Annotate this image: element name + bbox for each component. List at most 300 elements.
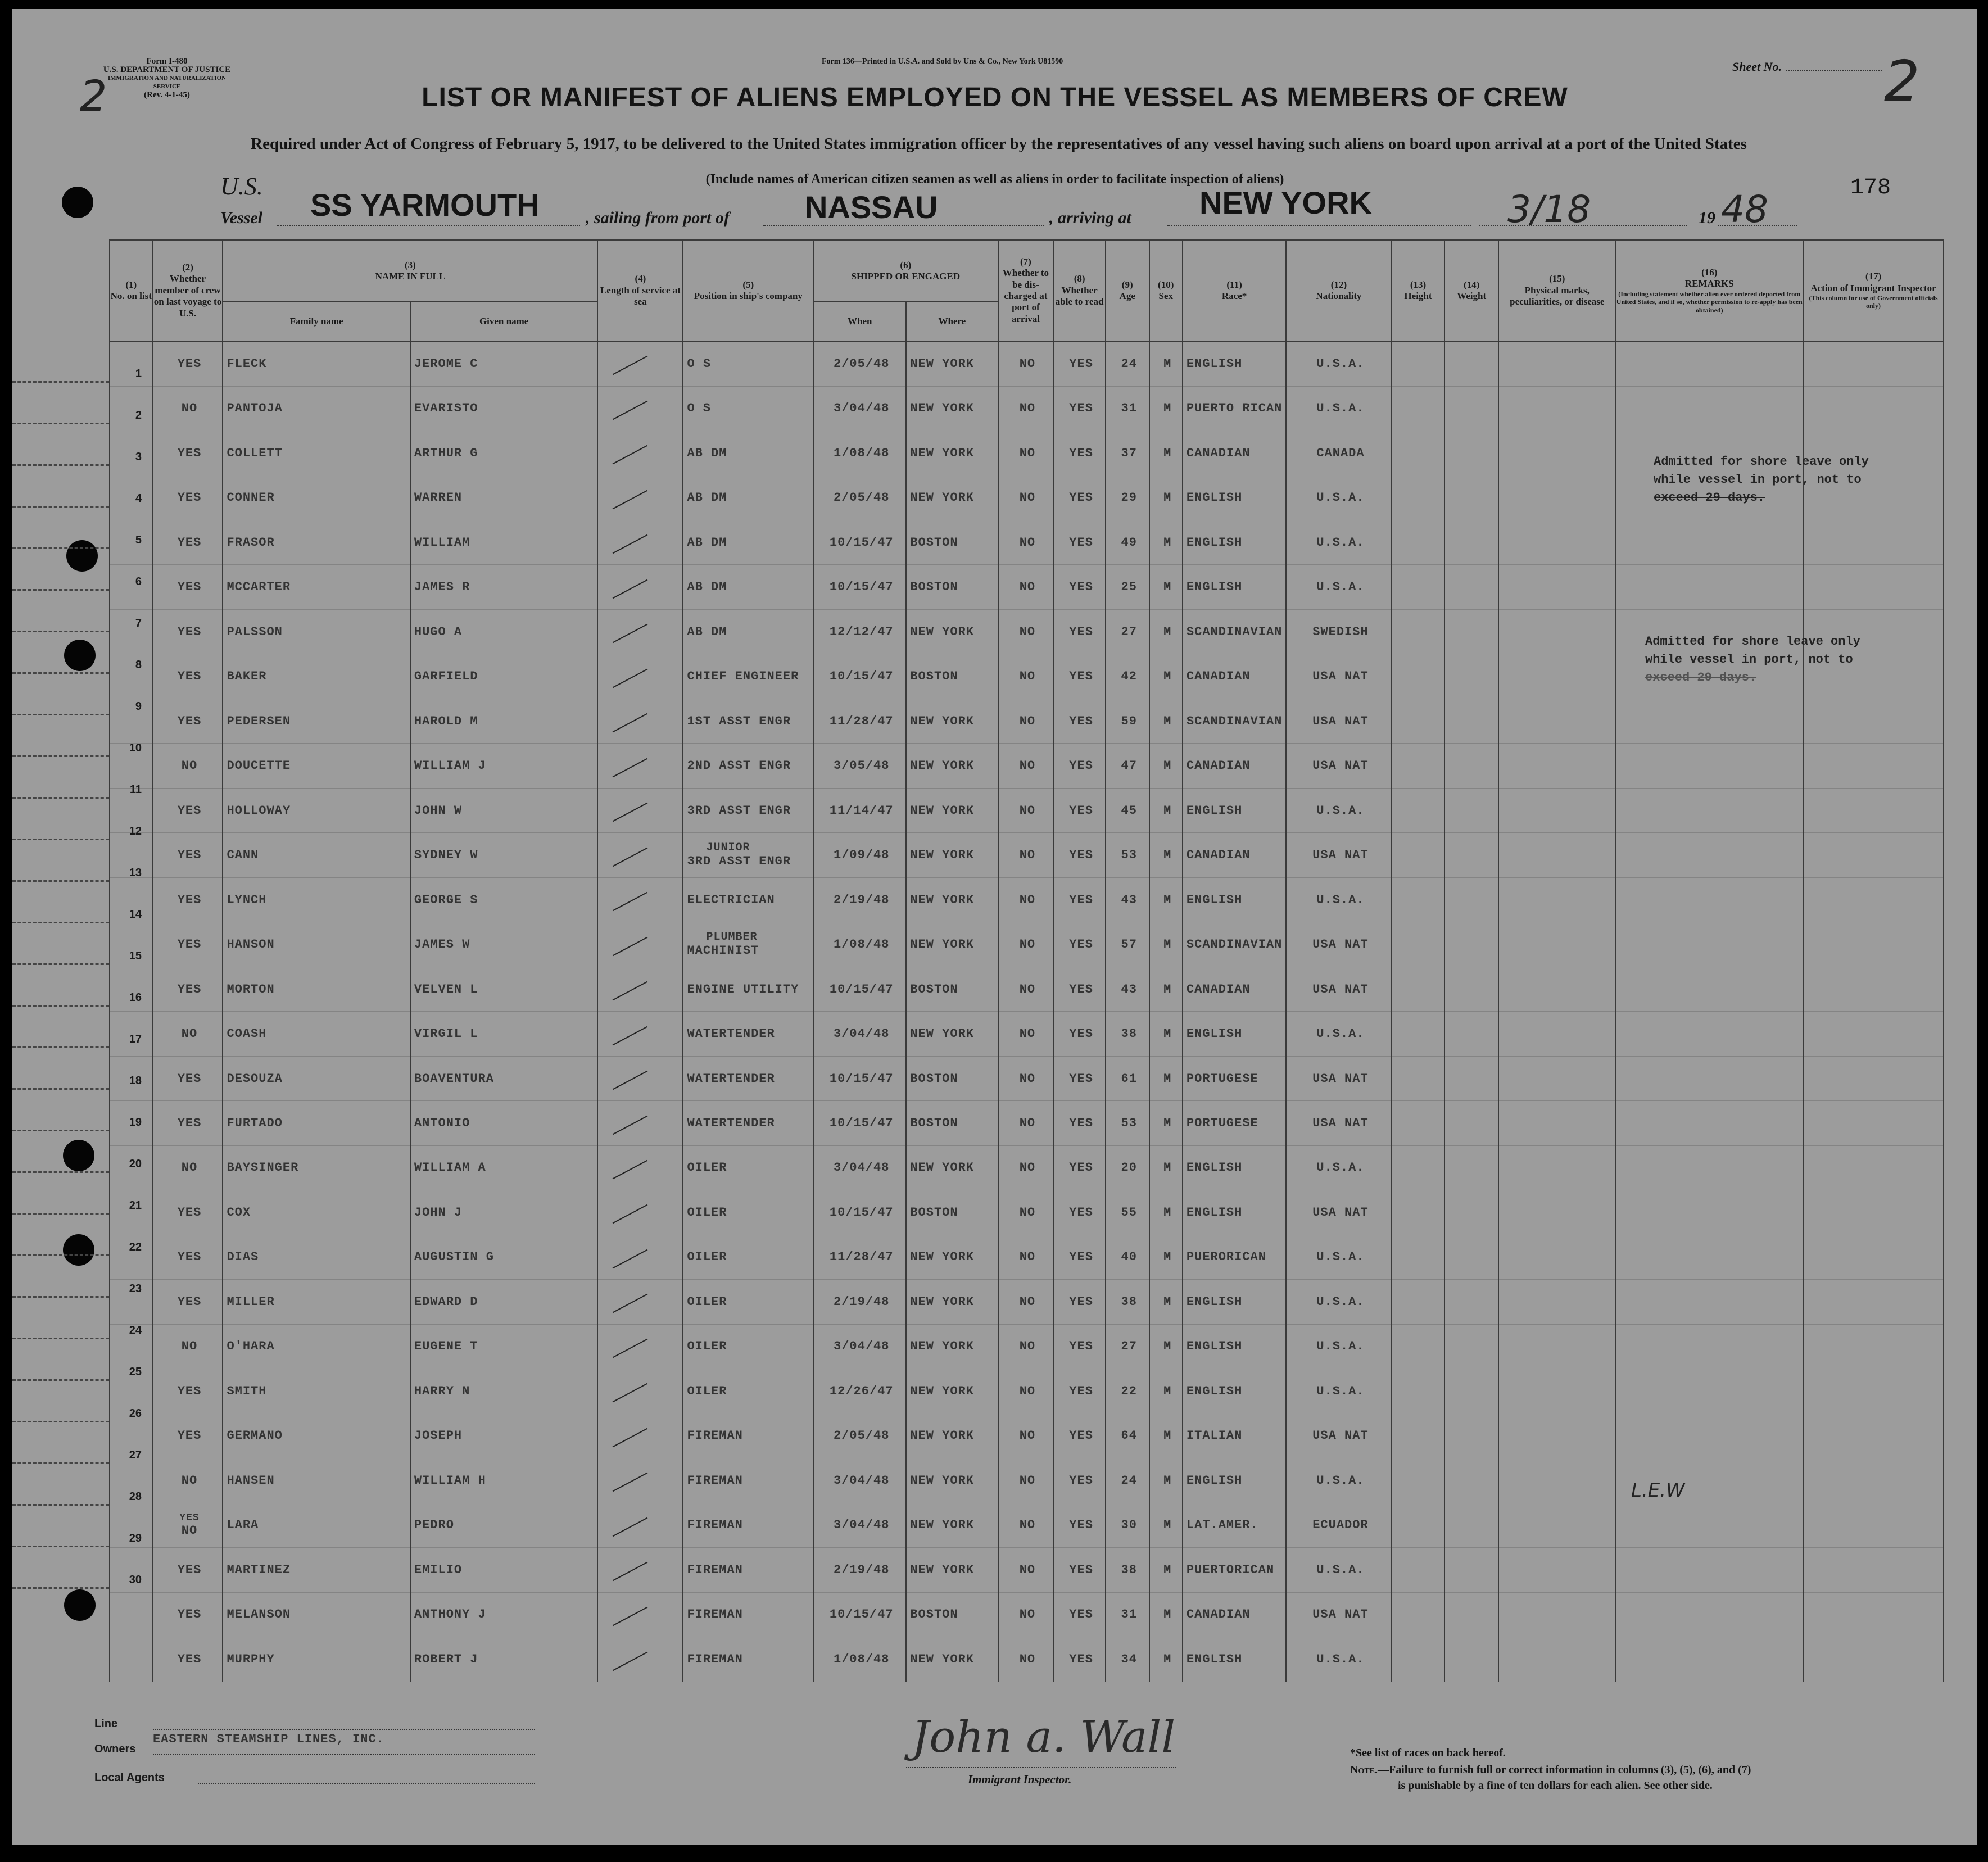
table-row	[110, 1637, 1944, 1682]
cell-weight	[1444, 1145, 1498, 1190]
cell-nationality	[1286, 1101, 1391, 1145]
shipped-where-value: NEW YORK	[910, 1250, 974, 1265]
cell-service-length	[597, 1369, 683, 1414]
cell-position	[683, 1592, 813, 1637]
cell-discharged	[998, 1145, 1054, 1190]
race-value: ENGLISH	[1186, 356, 1243, 371]
nationality-value: USA NAT	[1312, 669, 1369, 684]
race-value: ITALIAN	[1186, 1429, 1243, 1443]
cell-height	[1392, 877, 1445, 922]
position-value: OILER	[687, 1250, 727, 1265]
cell-last-voyage	[153, 1414, 223, 1458]
shipped-when-value: 3/04/48	[834, 1473, 890, 1488]
cell-height	[1392, 1324, 1445, 1369]
family-name-value: O'HARA	[227, 1339, 275, 1354]
cell-family-name	[223, 1369, 410, 1414]
cell-remarks	[1616, 1280, 1803, 1324]
cell-service-length	[597, 744, 683, 788]
race-value: ENGLISH	[1186, 1473, 1243, 1488]
age-value: 53	[1121, 848, 1137, 863]
penalty-note: Note.—Failure to furnish full or correct information in columns (3), (5), (6), and (7)	[1350, 1764, 1751, 1776]
cell-family-name	[223, 1503, 410, 1547]
cell-discharged	[998, 1503, 1054, 1547]
sex-value: M	[1163, 446, 1172, 460]
cell-age	[1106, 475, 1149, 520]
cell-race	[1183, 1324, 1286, 1369]
cell-last-voyage	[153, 1458, 223, 1503]
cell-remarks	[1616, 1101, 1803, 1145]
given-name-value: JOHN W	[414, 803, 463, 818]
last-voyage-value: YES	[177, 446, 202, 460]
position-value: WATERTENDER	[687, 1116, 775, 1130]
cell-height	[1392, 1503, 1445, 1547]
cell-position	[683, 386, 813, 431]
sailing-label: , sailing from port of	[586, 209, 730, 227]
family-name-value: HOLLOWAY	[227, 803, 291, 818]
cell-shipped-where	[906, 699, 998, 743]
nationality-value: ECUADOR	[1312, 1518, 1369, 1533]
family-name-value: MILLER	[227, 1294, 275, 1309]
cell-age	[1106, 386, 1149, 431]
cell-list-number	[110, 744, 153, 788]
given-name-value: HARRY N	[414, 1384, 470, 1398]
given-name-value: PEDRO	[414, 1518, 454, 1533]
cell-list-number	[110, 654, 153, 699]
cell-able-to-read	[1053, 1458, 1106, 1503]
cell-weight	[1444, 475, 1498, 520]
shipped-where-value: NEW YORK	[910, 893, 974, 907]
cell-shipped-where	[906, 1056, 998, 1100]
discharged-value: NO	[1019, 624, 1036, 639]
cell-height	[1392, 922, 1445, 967]
cell-remarks	[1616, 699, 1803, 743]
race-value: PUERTO RICAN	[1186, 401, 1283, 416]
cell-discharged	[998, 1369, 1054, 1414]
cell-height	[1392, 475, 1445, 520]
cell-physical-marks	[1498, 1190, 1616, 1235]
sex-value: M	[1163, 848, 1172, 863]
family-name-value: HANSON	[227, 937, 275, 952]
header-length-of-service: (4) Length of service at sea	[597, 240, 683, 341]
last-voyage-value: YES	[177, 1294, 202, 1309]
discharged-value: NO	[1019, 1027, 1036, 1041]
cell-height	[1392, 1190, 1445, 1235]
cell-age	[1106, 699, 1149, 743]
cell-remarks	[1616, 1235, 1803, 1279]
cell-position	[683, 744, 813, 788]
local-agents-label: Local Agents	[94, 1772, 165, 1784]
cell-list-number	[110, 1190, 153, 1235]
last-voyage-value: YES	[177, 1250, 202, 1265]
cell-inspector-action	[1803, 1548, 1944, 1592]
header-family-name: Family name	[223, 302, 410, 341]
cell-able-to-read	[1053, 1190, 1106, 1235]
cell-family-name	[223, 431, 410, 475]
cell-remarks	[1616, 1414, 1803, 1458]
last-voyage-value: YES	[177, 982, 202, 996]
cell-position	[683, 967, 813, 1011]
shipped-when-value: 10/15/47	[829, 580, 894, 595]
cell-weight	[1444, 1056, 1498, 1100]
cell-age	[1106, 1235, 1149, 1279]
cell-position	[683, 1324, 813, 1369]
cell-last-voyage	[153, 565, 223, 609]
shipped-where-value: NEW YORK	[910, 803, 974, 818]
position-prefix: PLUMBER	[706, 931, 758, 944]
cell-shipped-where	[906, 341, 998, 386]
family-name-value: LYNCH	[227, 893, 267, 907]
cell-sex	[1149, 877, 1183, 922]
cell-service-length	[597, 609, 683, 654]
age-value: 38	[1121, 1562, 1137, 1577]
race-value: CANADIAN	[1186, 759, 1251, 773]
row-number: 19	[129, 1116, 142, 1129]
race-value: CANADIAN	[1186, 982, 1251, 996]
owners-label: Owners	[94, 1743, 136, 1755]
age-value: 43	[1121, 893, 1137, 907]
cell-physical-marks	[1498, 565, 1616, 609]
cell-physical-marks	[1498, 1592, 1616, 1637]
row-divider-mark	[12, 1504, 109, 1506]
position-value: ELECTRICIAN	[687, 893, 775, 907]
cell-sex	[1149, 1548, 1183, 1592]
row-divider-mark	[12, 506, 109, 508]
cell-shipped-when	[813, 1012, 906, 1056]
row-number: 9	[135, 700, 142, 713]
cell-service-length	[597, 1637, 683, 1682]
given-name-value: EDWARD D	[414, 1294, 478, 1309]
row-number: 3	[135, 451, 142, 463]
cell-list-number	[110, 1369, 153, 1414]
able-to-read-value: YES	[1069, 803, 1093, 818]
cell-list-number	[110, 609, 153, 654]
cell-service-length	[597, 1548, 683, 1592]
row-divider-mark	[12, 1462, 109, 1464]
cell-race	[1183, 1145, 1286, 1190]
discharged-value: NO	[1019, 491, 1036, 505]
cell-last-voyage	[153, 1056, 223, 1100]
last-voyage-value: YES	[177, 580, 202, 595]
check-mark	[613, 803, 648, 822]
cell-weight	[1444, 431, 1498, 475]
check-mark	[613, 1651, 648, 1671]
last-voyage-value: YES	[177, 893, 202, 907]
cell-list-number	[110, 1235, 153, 1279]
able-to-read-value: YES	[1069, 893, 1093, 907]
cell-able-to-read	[1053, 1235, 1106, 1279]
nationality-value: SWEDISH	[1312, 624, 1369, 639]
given-name-value: BOAVENTURA	[414, 1071, 494, 1086]
cell-position	[683, 1369, 813, 1414]
last-voyage-value: NO	[181, 1339, 198, 1354]
cell-able-to-read	[1053, 1592, 1106, 1637]
cell-last-voyage	[153, 1280, 223, 1324]
discharged-value: NO	[1019, 1294, 1036, 1309]
cell-discharged	[998, 1458, 1054, 1503]
cell-able-to-read	[1053, 1414, 1106, 1458]
cell-race	[1183, 1592, 1286, 1637]
cell-shipped-when	[813, 833, 906, 877]
cell-race	[1183, 877, 1286, 922]
position-value: AB DM	[687, 491, 727, 505]
shipped-where-value: BOSTON	[910, 1071, 958, 1086]
check-mark	[613, 534, 648, 554]
cell-last-voyage	[153, 341, 223, 386]
cell-family-name	[223, 967, 410, 1011]
cell-sex	[1149, 1056, 1183, 1100]
cell-age	[1106, 1503, 1149, 1547]
cell-shipped-when	[813, 1458, 906, 1503]
shipped-where-value: NEW YORK	[910, 491, 974, 505]
cell-height	[1392, 967, 1445, 1011]
family-name-value: CONNER	[227, 491, 275, 505]
cell-position	[683, 877, 813, 922]
sex-value: M	[1163, 535, 1172, 550]
discharged-value: NO	[1019, 1518, 1036, 1533]
cell-position	[683, 1503, 813, 1547]
cell-list-number	[110, 1324, 153, 1369]
cell-race	[1183, 520, 1286, 564]
cell-height	[1392, 699, 1445, 743]
position-value: OILER	[687, 1339, 727, 1354]
cell-race	[1183, 699, 1286, 743]
sex-value: M	[1163, 893, 1172, 907]
discharged-value: NO	[1019, 1562, 1036, 1577]
race-value: ENGLISH	[1186, 1294, 1243, 1309]
cell-physical-marks	[1498, 431, 1616, 475]
manifest-page	[12, 9, 1977, 1845]
sheet-number: 2	[1884, 48, 1920, 114]
row-number: 29	[129, 1532, 142, 1544]
nationality-value: U.S.A.	[1316, 535, 1365, 550]
row-number: 7	[135, 617, 142, 629]
cell-position	[683, 654, 813, 699]
last-voyage-value: YES	[177, 669, 202, 684]
position-value: FIREMAN	[687, 1562, 743, 1577]
vessel-prefix: U.S.	[220, 173, 263, 200]
cell-given-name	[410, 609, 597, 654]
cell-nationality	[1286, 1324, 1391, 1369]
cell-nationality	[1286, 967, 1391, 1011]
last-voyage-value: YES	[177, 1205, 202, 1220]
shipped-where-value: NEW YORK	[910, 1562, 974, 1577]
cell-discharged	[998, 967, 1054, 1011]
cell-remarks	[1616, 1012, 1803, 1056]
cell-height	[1392, 386, 1445, 431]
row-divider-mark	[12, 797, 109, 799]
cell-height	[1392, 1101, 1445, 1145]
cell-family-name	[223, 1548, 410, 1592]
shipped-when-value: 3/04/48	[834, 401, 890, 416]
race-value: ENGLISH	[1186, 1339, 1243, 1354]
cell-shipped-when	[813, 1190, 906, 1235]
race-value: CANADIAN	[1186, 446, 1251, 460]
shipped-when-value: 1/08/48	[834, 937, 890, 952]
last-voyage-value: NO	[181, 1524, 198, 1538]
shipped-when-value: 10/15/47	[829, 982, 894, 996]
cell-discharged	[998, 1056, 1054, 1100]
cell-height	[1392, 431, 1445, 475]
age-value: 55	[1121, 1205, 1137, 1220]
row-number: 1	[135, 368, 142, 380]
arrival-port: NEW YORK	[1199, 185, 1372, 220]
cell-given-name	[410, 386, 597, 431]
last-voyage-value: YES	[177, 356, 202, 371]
table-row	[110, 341, 1944, 386]
sex-value: M	[1163, 1429, 1172, 1443]
family-name-value: PALSSON	[227, 624, 283, 639]
cell-weight	[1444, 877, 1498, 922]
remark-row-3: Admitted for shore leave only while vessel in port, not to exceed 29 days.	[1654, 455, 1869, 505]
age-value: 20	[1121, 1161, 1137, 1175]
arrival-year: 48	[1721, 188, 1768, 231]
cell-discharged	[998, 565, 1054, 609]
sex-value: M	[1163, 1518, 1172, 1533]
cell-shipped-where	[906, 1101, 998, 1145]
given-name-value: ANTHONY J	[414, 1607, 486, 1622]
cell-last-voyage	[153, 1190, 223, 1235]
cell-discharged	[998, 520, 1054, 564]
sex-value: M	[1163, 356, 1172, 371]
cell-inspector-action	[1803, 833, 1944, 877]
family-name-value: PANTOJA	[227, 401, 283, 416]
nationality-value: USA NAT	[1312, 982, 1369, 996]
shipped-where-value: NEW YORK	[910, 1294, 974, 1309]
given-name-value: JAMES R	[414, 580, 470, 595]
cell-nationality	[1286, 1190, 1391, 1235]
cell-last-voyage	[153, 1592, 223, 1637]
cell-age	[1106, 1101, 1149, 1145]
shipped-where-value: NEW YORK	[910, 624, 974, 639]
table-row	[110, 1012, 1944, 1056]
row-divider-mark	[12, 1421, 109, 1422]
cell-family-name	[223, 1280, 410, 1324]
table-row	[110, 386, 1944, 431]
cell-list-number	[110, 877, 153, 922]
cell-family-name	[223, 1190, 410, 1235]
shipped-where-value: BOSTON	[910, 1116, 958, 1130]
cell-remarks	[1616, 1190, 1803, 1235]
cell-service-length	[597, 788, 683, 832]
cell-shipped-where	[906, 833, 998, 877]
cell-able-to-read	[1053, 833, 1106, 877]
last-voyage-value: YES	[177, 714, 202, 728]
cell-age	[1106, 431, 1149, 475]
cell-list-number	[110, 1012, 153, 1056]
cell-shipped-when	[813, 744, 906, 788]
last-voyage-value: YES	[177, 1384, 202, 1398]
cell-physical-marks	[1498, 744, 1616, 788]
cell-sex	[1149, 1012, 1183, 1056]
cell-able-to-read	[1053, 1145, 1106, 1190]
inspector-label: Immigrant Inspector.	[968, 1773, 1072, 1786]
cell-inspector-action	[1803, 1414, 1944, 1458]
cell-nationality	[1286, 1012, 1391, 1056]
cell-discharged	[998, 833, 1054, 877]
cell-position	[683, 431, 813, 475]
cell-shipped-where	[906, 386, 998, 431]
cell-sex	[1149, 967, 1183, 1011]
cell-family-name	[223, 1145, 410, 1190]
cell-nationality	[1286, 1503, 1391, 1547]
discharged-value: NO	[1019, 982, 1036, 996]
cell-service-length	[597, 1592, 683, 1637]
race-value: PORTUGESE	[1186, 1116, 1258, 1130]
able-to-read-value: YES	[1069, 1429, 1093, 1443]
cell-given-name	[410, 520, 597, 564]
cell-shipped-where	[906, 1414, 998, 1458]
cell-shipped-when	[813, 431, 906, 475]
cell-given-name	[410, 1056, 597, 1100]
cell-discharged	[998, 386, 1054, 431]
cell-age	[1106, 1637, 1149, 1682]
position-value: OILER	[687, 1161, 727, 1175]
given-name-value: JOHN J	[414, 1205, 463, 1220]
last-voyage-value: YES	[177, 1116, 202, 1130]
family-name-value: DESOUZA	[227, 1071, 283, 1086]
check-mark	[613, 758, 648, 777]
cell-height	[1392, 1458, 1445, 1503]
cell-last-voyage	[153, 1101, 223, 1145]
cell-last-voyage	[153, 1637, 223, 1682]
check-mark	[613, 579, 648, 599]
cell-given-name	[410, 1369, 597, 1414]
cell-shipped-where	[906, 788, 998, 832]
cell-family-name	[223, 1458, 410, 1503]
shipped-when-value: 10/15/47	[829, 1205, 894, 1220]
cell-age	[1106, 1548, 1149, 1592]
family-name-value: SMITH	[227, 1384, 267, 1398]
age-value: 24	[1121, 1473, 1137, 1488]
cell-service-length	[597, 1235, 683, 1279]
cell-age	[1106, 1414, 1149, 1458]
last-voyage-value: YES	[177, 803, 202, 818]
cell-discharged	[998, 1012, 1054, 1056]
cell-physical-marks	[1498, 922, 1616, 967]
cell-last-voyage	[153, 1145, 223, 1190]
sex-value: M	[1163, 1294, 1172, 1309]
given-name-value: WILLIAM H	[414, 1473, 486, 1488]
cell-given-name	[410, 967, 597, 1011]
shipped-where-value: NEW YORK	[910, 1473, 974, 1488]
cell-weight	[1444, 565, 1498, 609]
shipped-where-value: BOSTON	[910, 580, 958, 595]
cell-list-number	[110, 1414, 153, 1458]
nationality-value: U.S.A.	[1316, 1652, 1365, 1667]
cell-last-voyage	[153, 1324, 223, 1369]
row-divider-mark	[12, 631, 109, 632]
cell-discharged	[998, 1101, 1054, 1145]
discharged-value: NO	[1019, 1161, 1036, 1175]
family-name-value: PEDERSEN	[227, 714, 291, 728]
cell-able-to-read	[1053, 1056, 1106, 1100]
nationality-value: U.S.A.	[1316, 580, 1365, 595]
cell-nationality	[1286, 1548, 1391, 1592]
able-to-read-value: YES	[1069, 848, 1093, 863]
cell-service-length	[597, 386, 683, 431]
race-value: CANADIAN	[1186, 848, 1251, 863]
form-number: Form I-480	[146, 57, 188, 66]
cell-physical-marks	[1498, 1101, 1616, 1145]
cell-weight	[1444, 699, 1498, 743]
cell-family-name	[223, 833, 410, 877]
sex-value: M	[1163, 491, 1172, 505]
cell-nationality	[1286, 922, 1391, 967]
cell-service-length	[597, 877, 683, 922]
cell-nationality	[1286, 1056, 1391, 1100]
cell-shipped-where	[906, 1235, 998, 1279]
cell-able-to-read	[1053, 341, 1106, 386]
